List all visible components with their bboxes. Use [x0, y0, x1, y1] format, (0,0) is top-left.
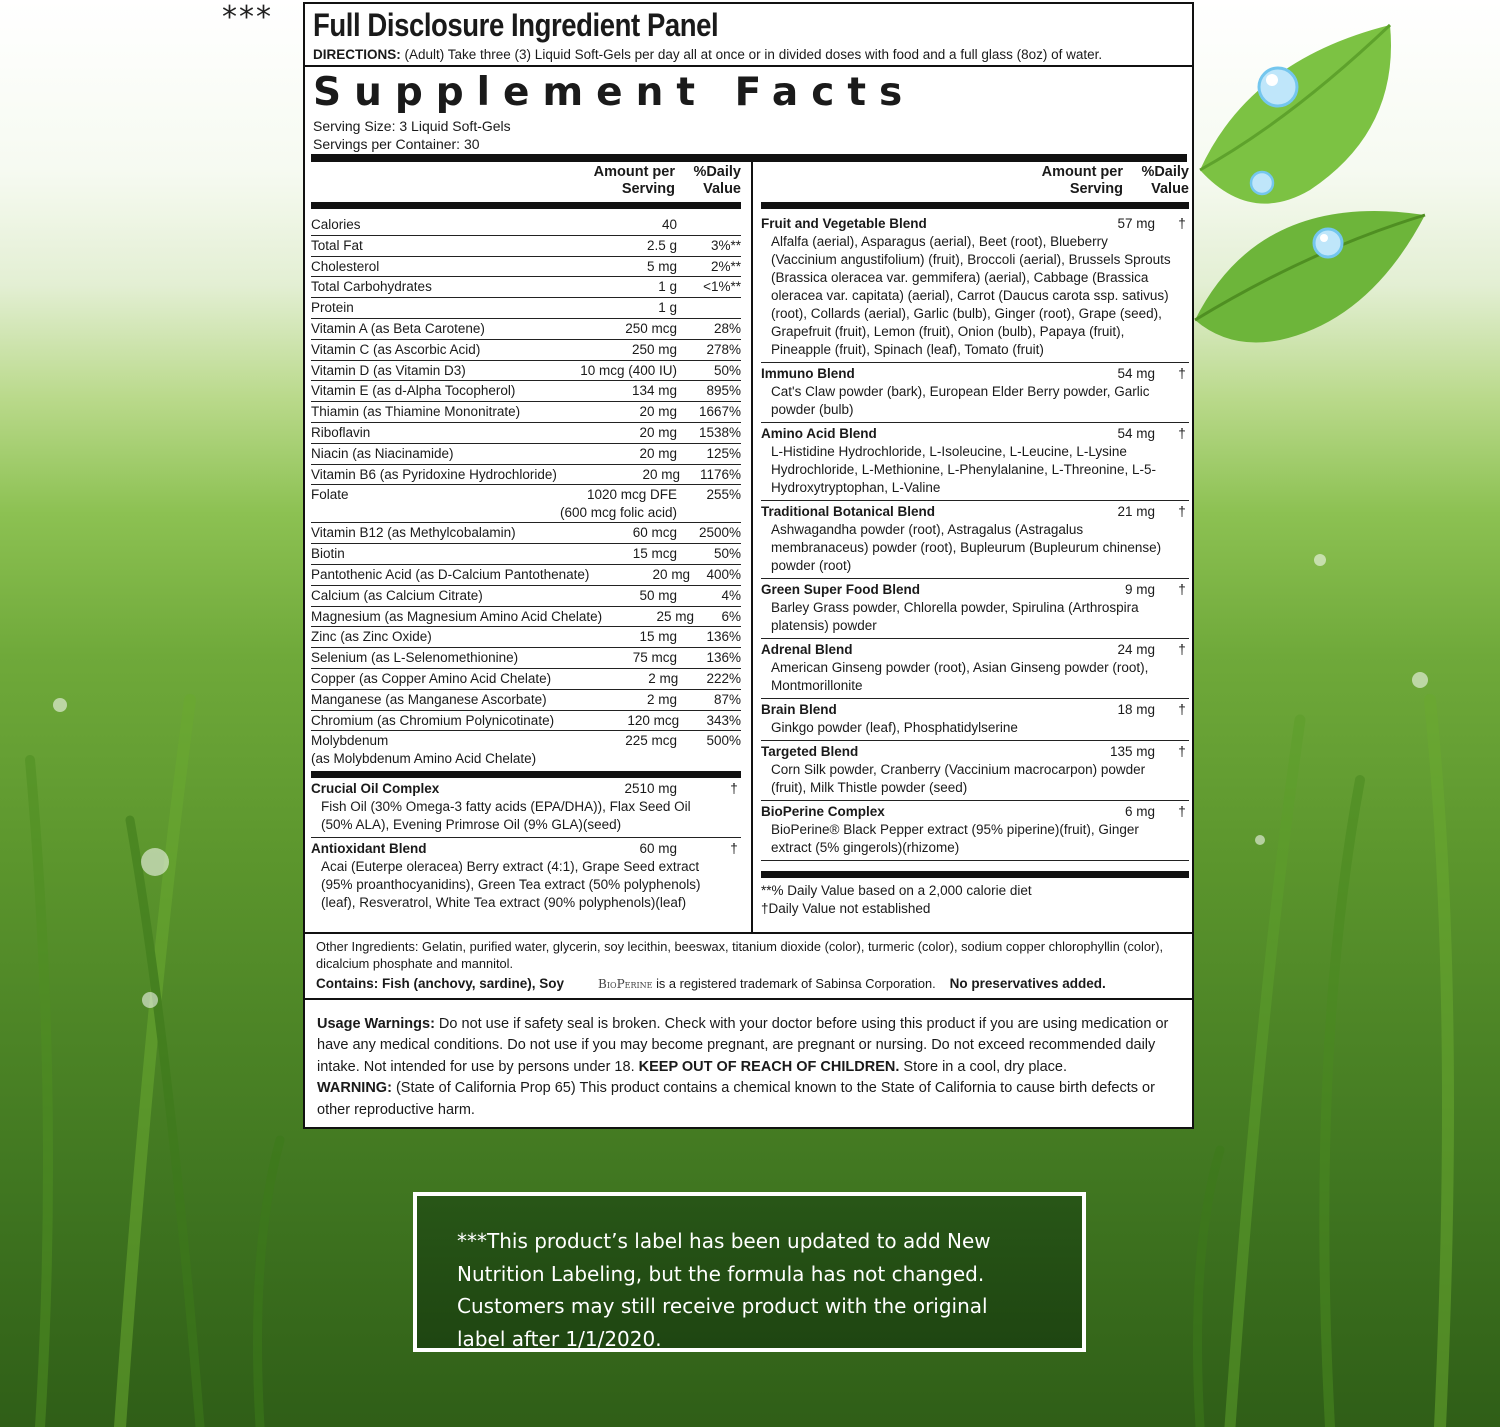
prop65-label: WARNING:: [317, 1080, 392, 1097]
nutrient-dv: 136%: [706, 629, 741, 645]
nutrient-row: [311, 648, 741, 669]
nutrient-row: [311, 544, 741, 565]
nutrient-dv: 222%: [706, 670, 741, 686]
blend-amount: 2510 mg: [624, 781, 677, 797]
dagger-mark: †: [730, 841, 738, 857]
nutrient-dv: 50%: [713, 362, 741, 378]
blend-heading: [761, 365, 1189, 383]
dagger-mark: †: [1178, 744, 1186, 759]
nutrient-dv: 255%: [706, 487, 741, 503]
nutrient-name: Vitamin D (as Vitamin D3): [311, 362, 466, 378]
header-rule: [311, 154, 1187, 162]
nutrient-amount: 250 mg: [631, 341, 677, 357]
blend-heading: [311, 780, 741, 798]
nutrient-amount: 5 mg: [646, 258, 677, 274]
blend-row: [311, 778, 741, 838]
storage-text: Store in a cool, dry place.: [899, 1058, 1068, 1075]
footnotes: [761, 871, 1189, 918]
nutrient-name: [311, 732, 625, 768]
dagger-mark: †: [1178, 216, 1186, 231]
nutrient-amount: 60 mcg: [632, 525, 677, 541]
blend-row: [761, 741, 1189, 801]
nutrient-name: Vitamin B12 (as Methylcobalamin): [311, 525, 516, 541]
blend-heading: [761, 803, 1189, 821]
amount-header: Amount per Serving: [593, 164, 675, 197]
blend-amount: 57 mg: [1117, 216, 1155, 231]
nutrient-amount: 225 mcg: [625, 733, 677, 749]
nutrient-name: Chromium (as Chromium Polynicotinate): [311, 712, 555, 728]
nutrient-amount: 20 mg: [642, 466, 681, 482]
nutrient-row: [311, 607, 741, 628]
nutrient-name: Manganese (as Manganese Ascorbate): [311, 691, 547, 707]
nutrient-row: [311, 669, 741, 690]
nutrient-name: Zinc (as Zinc Oxide): [311, 629, 432, 645]
blend-name: Adrenal Blend: [761, 642, 853, 657]
blend-amount: 6 mg: [1124, 804, 1155, 819]
servings-per-container: Servings per Container: 30: [313, 136, 480, 152]
blend-description: Cat's Claw powder (bark), European Elder Berry powder, Garlic powder (bulb): [771, 384, 1150, 417]
nutrient-row: [311, 627, 741, 648]
nutrient-amount: 2 mg: [648, 670, 679, 686]
blend-name: Brain Blend: [761, 702, 837, 717]
blend-description: Acai (Euterpe oleracea) Berry extract (4:1), Grape Seed extract (95% proanthocyanidins), Green Tea extract (50% polyphenols) (leaf), Resveratrol, White Tea extract (90% polyphenols)(leaf): [321, 859, 701, 911]
blend-amount: 18 mg: [1117, 702, 1155, 717]
nutrient-row: [311, 277, 741, 298]
trademark-text: is a registered trademark of Sabinsa Corporation.: [656, 976, 936, 991]
no-preservatives: No preservatives added.: [949, 976, 1106, 991]
blend-row: [761, 213, 1189, 363]
supplement-facts-title: Supplement Facts: [313, 70, 916, 115]
bioperine-logo: BioPerine: [598, 977, 653, 991]
nutrient-name: Vitamin C (as Ascorbic Acid): [311, 341, 481, 357]
blend-row: [761, 579, 1189, 639]
dagger-mark: †: [1178, 366, 1186, 381]
nutrient-name: Protein: [311, 300, 354, 316]
nutrient-dv: 1538%: [698, 424, 741, 440]
trademark-note: [598, 975, 936, 993]
usage-warnings-text: Do not use if safety seal is broken. Check with your doctor before using this product if you are using medication or have any medical conditions. Do not use if you may become pregnant, are pregnant or nursing. Do not exceed recommended daily intake. Not intended for use by persons under 18.: [317, 1016, 1169, 1075]
nutrient-row: [311, 711, 741, 732]
nutrient-name: Calories: [311, 217, 361, 232]
nutrient-name: Vitamin E (as d-Alpha Tocopherol): [311, 383, 516, 399]
other-ingredients: Other Ingredients: Gelatin, purified water, glycerin, soy lecithin, beeswax, titanium dioxide (color), turmeric (color), sodium copper chlorophyllin (color), dicalcium phosphate and mannitol.: [316, 939, 1164, 971]
nutrient-list-2: [311, 523, 741, 731]
nutrient-dv: 2%**: [710, 258, 741, 274]
dagger-mark: †: [1178, 642, 1186, 657]
blend-row: [311, 838, 741, 915]
nutrient-amount: 20 mg: [639, 404, 677, 420]
blend-heading: [761, 425, 1189, 443]
nutrient-name: Copper (as Copper Amino Acid Chelate): [311, 670, 552, 686]
nutrient-amount: 20 mg: [652, 566, 691, 582]
blend-name: Traditional Botanical Blend: [761, 504, 936, 519]
nutrient-amount: 20 mg: [639, 424, 677, 440]
blend-name: Targeted Blend: [761, 744, 859, 759]
nutrient-amount: 20 mg: [639, 445, 677, 461]
nutrient-amount: 2 mg: [646, 691, 677, 707]
label-update-notice: ***This product’s label has been updated to add New Nutrition Labeling, but the formula has not changed. Customers may still receive product with the original label after 1/1/2020.: [413, 1192, 1086, 1352]
nutrient-row: [311, 340, 741, 361]
nutrient-amount: 15 mg: [639, 629, 677, 645]
contains-line: [316, 975, 1182, 993]
blend-description: Fish Oil (30% Omega-3 fatty acids (EPA/DHA)), Flax Seed Oil (50% ALA), Evening Primrose Oil (9% GLA)(seed): [321, 799, 691, 833]
leaf-with-droplets-icon: [1190, 20, 1430, 350]
nutrient-amount: 10 mcg (400 IU): [580, 362, 677, 378]
nutrient-row: [311, 319, 741, 340]
blend-row: [761, 801, 1189, 861]
nutrient-row: [311, 465, 741, 486]
nutrient-name: Selenium (as L-Selenomethionine): [311, 650, 519, 666]
dagger-mark: †: [1178, 426, 1186, 441]
blend-name: Fruit and Vegetable Blend: [761, 216, 927, 231]
nutrient-amount: 15 mcg: [632, 546, 677, 562]
nutrient-name: Magnesium (as Magnesium Amino Acid Chelate): [311, 608, 603, 624]
nutrient-amount: [560, 486, 683, 522]
nutrient-dv: <1%**: [703, 279, 741, 295]
nutrient-name: Biotin: [311, 546, 345, 562]
nutrient-name: Calcium (as Calcium Citrate): [311, 587, 483, 603]
left-column-header: [311, 164, 741, 209]
asterisk-marker: ***: [222, 0, 273, 35]
blend-name: Green Super Food Blend: [761, 582, 921, 597]
dv-header: %Daily Value: [693, 164, 741, 197]
nutrient-dv: 278%: [706, 341, 741, 357]
usage-warnings-label: Usage Warnings:: [317, 1016, 435, 1032]
nutrient-row: [311, 257, 741, 278]
blend-row: [761, 423, 1189, 501]
blend-amount: 135 mg: [1109, 744, 1155, 759]
dv-header: %Daily Value: [1141, 164, 1189, 197]
nutrient-amount: 1 g: [658, 300, 677, 316]
blend-amount: 24 mg: [1117, 642, 1155, 657]
nutrient-amount: 134 mg: [631, 383, 677, 399]
blend-amount: 9 mg: [1124, 582, 1155, 597]
directions-label: DIRECTIONS:: [313, 47, 401, 62]
blend-heading: [761, 215, 1189, 233]
blend-heading: [761, 641, 1189, 659]
nutrient-name: Pantothenic Acid (as D-Calcium Pantothenate): [311, 566, 590, 582]
blend-description: Ashwagandha powder (root), Astragalus (Astragalus membranaceus) powder (root), Bupleurum (Bupleurum chinense) powder (root): [771, 522, 1162, 573]
directions: [313, 47, 1184, 62]
right-blend-list: [761, 209, 1189, 861]
directions-text: (Adult) Take three (3) Liquid Soft-Gels per day all at once or in divided doses with food and a full glass (8oz) of water.: [400, 47, 1103, 62]
nutrient-row: [311, 381, 741, 402]
blend-description: Alfalfa (aerial), Asparagus (aerial), Beet (root), Blueberry (Vaccinium angustifolium) (fruit), Broccoli (aerial), Brussels Sprouts (Brassica oleracea var. gemmifera) (aerial), Cabbage (Brassica oleracea var. capitata) (aerial), Carrot (Daucus carota ssp. sativus) (root), Collards (aerial), Garlic (bulb), Ginger (root), Grape (seed), Grapefruit (fruit), Lemon (fruit), Onion (bulb), Papaya (fruit), Pineapple (fruit), Spinach (leaf), Tomato (fruit): [771, 234, 1171, 357]
nutrient-dv: 28%: [713, 320, 741, 336]
nutrient-amount: 75 mcg: [632, 650, 677, 666]
blend-description: L-Histidine Hydrochloride, L-Isoleucine, L-Leucine, L-Lysine Hydrochloride, L-Methionine, L-Phenylalanine, L-Threonine, L-5-Hydroxytryptophan, L-Valine: [771, 444, 1156, 495]
serving-size: Serving Size: 3 Liquid Soft-Gels: [313, 118, 511, 134]
left-column: [311, 164, 741, 915]
nutrient-dv: 136%: [706, 650, 741, 666]
blend-name: Amino Acid Blend: [761, 426, 877, 441]
nutrient-dv: 500%: [706, 733, 741, 749]
nutrient-dv: 1176%: [699, 466, 741, 482]
nutrient-row: [311, 361, 741, 382]
molybdenum-sub: (as Molybdenum Amino Acid Chelate): [311, 751, 537, 767]
nutrient-dv: 895%: [706, 383, 741, 399]
nutrient-row: [311, 423, 741, 444]
blend-name: Crucial Oil Complex: [311, 781, 440, 797]
nutrient-row: [311, 444, 741, 465]
nutrient-list: [311, 209, 741, 485]
nutrient-dv: 50%: [713, 546, 741, 562]
blend-heading: [761, 701, 1189, 719]
prop65-text: (State of California Prop 65) This product contains a chemical known to the State of California to cause birth defects or other reproductive harm.: [317, 1080, 1155, 1118]
footnote-not-established: †Daily Value not established: [761, 901, 931, 916]
nutrient-name: Folate: [311, 487, 349, 503]
nutrient-dv: 1667%: [698, 404, 741, 420]
nutrient-row: [311, 236, 741, 257]
nutrient-dv: 2500%: [698, 525, 741, 541]
nutrient-amount: 120 mcg: [627, 712, 680, 728]
left-section-rule: [311, 771, 741, 778]
nutrient-dv: 343%: [706, 712, 741, 728]
blend-name: Immuno Blend: [761, 366, 855, 381]
nutrient-name: Vitamin A (as Beta Carotene): [311, 320, 485, 336]
nutrient-dv: [683, 298, 741, 318]
blend-description: Barley Grass powder, Chlorella powder, Spirulina (Arthrospira platensis) powder: [771, 600, 1139, 633]
nutrient-amount: 40: [661, 217, 677, 232]
amount-header: Amount per Serving: [1041, 164, 1123, 197]
nutrient-row-molybdenum: [311, 731, 741, 771]
blend-description: BioPerine® Black Pepper extract (95% piperine)(fruit), Ginger extract (5% gingerols)(rhizome): [771, 822, 1139, 855]
nutrient-amount: 25 mg: [656, 608, 695, 624]
nutrient-row: [311, 298, 741, 319]
left-blend-list: [311, 778, 741, 915]
dagger-mark: †: [1178, 504, 1186, 519]
nutrient-name: Thiamin (as Thiamine Mononitrate): [311, 404, 521, 420]
blend-row: [761, 639, 1189, 699]
dagger-mark: †: [1178, 804, 1186, 819]
nutrient-dv: 3%**: [710, 237, 741, 253]
other-ingredients-section: [305, 932, 1192, 1000]
blend-heading: [761, 581, 1189, 599]
nutrient-row: [311, 586, 741, 607]
blend-description: Ginkgo powder (leaf), Phosphatidylserine: [771, 720, 1018, 735]
right-column-header: [761, 164, 1189, 209]
nutrient-name: Niacin (as Niacinamide): [311, 445, 454, 461]
nutrient-dv: 400%: [706, 566, 741, 582]
footnote-dv-basis: **% Daily Value based on a 2,000 calorie diet: [761, 883, 1032, 898]
nutrient-row: [311, 215, 741, 236]
blend-amount: 54 mg: [1117, 366, 1155, 381]
right-column: [761, 164, 1189, 918]
panel-title: Full Disclosure Ingredient Panel: [313, 7, 719, 43]
nutrient-name: Total Fat: [311, 237, 363, 253]
column-divider: [751, 156, 753, 932]
nutrient-amount: 2.5 g: [646, 237, 677, 253]
nutrient-row-folate: [311, 485, 741, 523]
nutrient-dv: 125%: [706, 445, 741, 461]
warnings-section: [305, 1012, 1192, 1121]
blend-heading: [761, 503, 1189, 521]
nutrient-name: Total Carbohydrates: [311, 279, 432, 295]
blend-row: [761, 363, 1189, 423]
nutrient-row: [311, 690, 741, 711]
molybdenum-name: Molybdenum: [311, 733, 389, 749]
blend-row: [761, 501, 1189, 579]
ingredient-panel: [303, 2, 1194, 1129]
nutrient-dv: 87%: [713, 691, 741, 707]
keep-out-of-reach: KEEP OUT OF REACH OF CHILDREN.: [638, 1058, 900, 1075]
nutrient-row: [311, 565, 741, 586]
allergen-contains: Contains: Fish (anchovy, sardine), Soy: [316, 976, 565, 991]
blend-amount: 60 mg: [639, 841, 677, 857]
nutrient-name: Vitamin B6 (as Pyridoxine Hydrochloride): [311, 466, 557, 482]
nutrient-dv: 4%: [721, 587, 741, 603]
folate-amount: 1020 mcg DFE: [586, 487, 677, 503]
blend-row: [761, 699, 1189, 741]
blend-description: American Ginseng powder (root), Asian Ginseng powder (root), Montmorillonite: [771, 660, 1149, 693]
dagger-mark: †: [1178, 582, 1186, 597]
blend-name: BioPerine Complex: [761, 804, 885, 819]
folate-amount-sub: (600 mcg folic acid): [559, 505, 677, 521]
nutrient-name: Cholesterol: [311, 258, 380, 274]
dagger-mark: †: [1178, 702, 1186, 717]
nutrient-row: [311, 523, 741, 544]
blend-heading: [311, 840, 741, 858]
nutrient-dv: 6%: [721, 608, 741, 624]
nutrient-dv: [683, 215, 741, 235]
dagger-mark: †: [730, 781, 738, 797]
blend-description: Corn Silk powder, Cranberry (Vaccinium macrocarpon) powder (fruit), Milk Thistle powder (seed): [771, 762, 1146, 795]
supplement-facts-header: [305, 67, 1192, 162]
nutrient-amount: 1 g: [658, 279, 677, 295]
panel-header: [305, 4, 1192, 67]
nutrient-amount: 250 mcg: [625, 320, 677, 336]
nutrient-name: Riboflavin: [311, 424, 371, 440]
nutrient-row: [311, 402, 741, 423]
nutrient-amount: 50 mg: [639, 587, 677, 603]
blend-heading: [761, 743, 1189, 761]
blend-name: Antioxidant Blend: [311, 841, 427, 857]
blend-amount: 21 mg: [1117, 504, 1155, 519]
blend-amount: 54 mg: [1117, 426, 1155, 441]
